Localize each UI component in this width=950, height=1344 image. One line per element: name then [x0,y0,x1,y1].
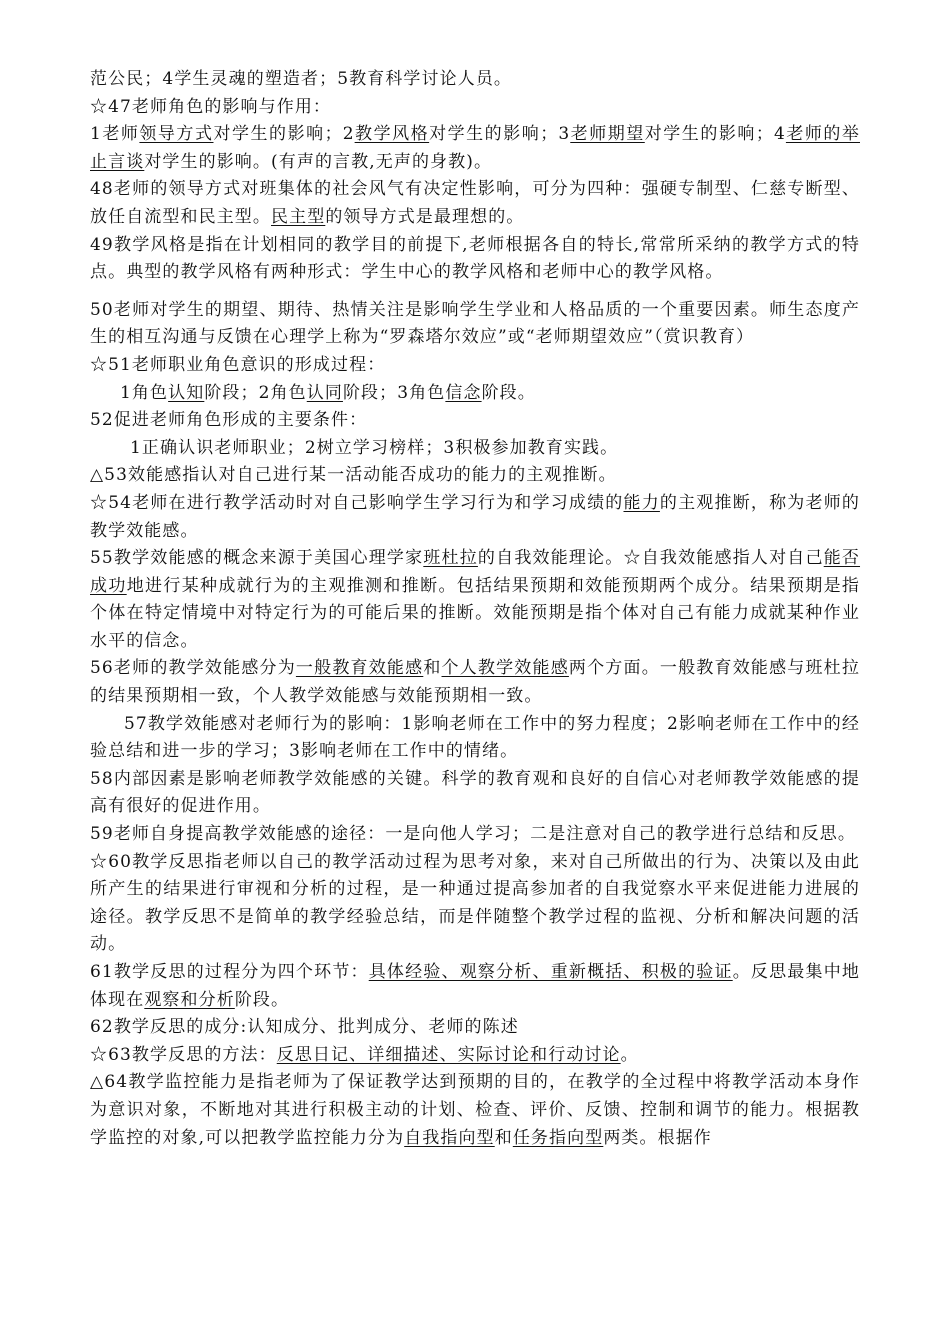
text-segment: 的自我效能理论。☆自我效能感指人对自己 [477,548,824,569]
paragraph [90,490,860,545]
text-segment: 的领导方式是最理想的。 [325,206,525,227]
text-segment: 1正确认识老师职业；2树立学习榜样；3积极参加教育实践。 [130,437,619,458]
text-segment: ☆51老师职业角色意识的形成过程： [90,354,386,375]
paragraph [90,407,860,435]
paragraph [90,711,860,766]
document-page [90,66,860,1152]
paragraph [90,94,860,122]
text-segment: 和 [494,1127,513,1148]
paragraph [90,352,860,380]
text-segment: 两类。根据作 [603,1127,712,1148]
text-segment: 阶段。 [234,989,290,1010]
text-segment: 58内部因素是影响老师教学效能感的关键。科学的教育观和良好的自信心对老师教学效能感的提高有很好的促进作用。 [90,768,860,817]
text-segment: 对学生的影响。(有声的言教,无声的身教)。 [144,151,493,172]
text-segment: 52促进老师角色形成的主要条件： [90,410,368,431]
paragraph [90,297,860,352]
text-segment: 阶段。 [481,382,536,403]
text-segment: 对学生的影响；4 [644,124,786,145]
underlined-keyword: 观察和分析 [144,989,235,1010]
text-segment: 57教学效能感对老师行为的影响：1影响老师在工作中的努力程度；2影响老师在工作中的经验总结和进一步的学习；3影响老师在工作中的情绪。 [90,713,860,762]
paragraph [90,1069,860,1152]
text-segment: 两个方面。一般教育效能感与班杜拉的结果预期相一致，个人教学效能感与效能预期相一致。 [90,658,860,707]
text-segment: 。 [620,1044,639,1065]
text-segment: ☆63教学反思的方法： [90,1044,277,1065]
paragraph [90,1042,860,1070]
text-segment: 对学生的影响；2 [213,124,355,145]
paragraph [90,1014,860,1042]
underlined-keyword: 民主型 [271,206,326,227]
text-segment: 阶段；3角色 [342,382,446,403]
text-segment: ☆60教学反思指老师以自己的教学活动过程为思考对象，来对自己所做出的行为、决策以及由此所产生的结果进行审视和分析的过程，是一种通过提高参加者的自我觉察水平来促进能力进展的途径。教学反思不是简单的教学经验总结，而是伴随整个教学过程的监视、分析和解决问题的活动。 [90,851,860,955]
underlined-keyword: 教学风格 [354,124,430,145]
underlined-keyword: 能否成功 [90,548,861,596]
text-segment: 。反思最集中地体现在 [90,962,860,1010]
text-segment: 55教学效能感的概念来源于美国心理学家 [90,548,424,569]
paragraph [90,176,860,231]
underlined-keyword: 认同 [306,382,343,403]
text-segment: 的主观推断，称为老师的教学效能感。 [90,492,860,541]
text-segment: 阶段；2角色 [204,382,307,403]
paragraph [90,545,860,655]
paragraph [90,655,860,710]
text-segment: 地进行某种成就行为的主观推测和推断。包括结果预期和效能预期两个成分。结果预期是指个体在特定情境中对特定行为的可能后果的推断。效能预期是指个体对自己有能力成就某种作业水平的信念。 [90,575,861,651]
underlined-keyword: 具体经验、观察分析、重新概括、积极的验证 [368,962,733,982]
text-segment: 50老师对学生的期望、期待、热情关注是影响学生学业和人格品质的一个重要因素。师生态度产生的相互沟通与反馈在心理学上称为“罗森塔尔效应”或“老师期望效应”（赏识教育） [90,299,860,348]
text-segment: ☆47老师角色的影响与作用： [90,96,332,117]
underlined-keyword: 班杜拉 [423,548,478,569]
text-segment: △64教学监控能力是指老师为了保证教学达到预期的目的，在教学的全过程中将教学活动本身作为意识对象，不断地对其进行积极主动的计划、检查、评价、反馈、控制和调节的能力。根据教学监控的对象,可以把教学监控能力分为 [90,1072,860,1148]
underlined-keyword: 老师期望 [570,124,645,145]
paragraph [90,121,860,176]
text-segment: 范公民；4学生灵魂的塑造者；5教育科学讨论人员。 [90,69,513,89]
underlined-keyword: 任务指向型 [512,1127,604,1148]
text-segment: 62教学反思的成分:认知成分、批判成分、老师的陈述 [90,1017,519,1038]
text-segment: 和 [423,658,442,679]
paragraph [90,380,860,408]
underlined-keyword: 一般教育效能感 [295,658,424,679]
paragraph [90,849,860,959]
underlined-keyword: 个人教学效能感 [441,658,569,679]
text-segment: △53效能感指认对自己进行某一活动能否成功的能力的主观推断。 [90,465,617,486]
text-segment: 对学生的影响；3 [429,124,571,145]
text-segment: 59老师自身提高教学效能感的途径：一是向他人学习；二是注意对自己的教学进行总结和反思。 [90,824,856,845]
text-segment: 48老师的领导方式对班集体的社会风气有决定性影响，可分为四种：强硬专制型、仁慈专断型、放任自流型和民主型。 [90,179,860,227]
paragraph [90,959,860,1014]
paragraph [90,821,860,849]
paragraph [90,462,860,490]
paragraph [90,435,860,463]
paragraph [90,232,860,287]
underlined-keyword: 反思日记、详细描述、实际讨论和行动讨论 [276,1044,621,1065]
text-segment: 61教学反思的过程分为四个环节： [90,962,369,982]
underlined-keyword: 信念 [445,382,482,403]
text-segment: 49教学风格是指在计划相同的教学目的前提下,老师根据各自的特长,常常所采纳的教学方式的特点。典型的教学风格有两种形式：学生中心的教学风格和老师中心的教学风格。 [90,234,860,283]
underlined-keyword: 领导方式 [139,124,214,145]
underlined-keyword: 能力 [623,492,660,513]
text-segment: 1角色 [120,382,169,403]
paragraph [90,66,860,94]
text-segment: 1老师 [90,124,140,145]
text-segment: 56老师的教学效能感分为 [90,658,296,679]
underlined-keyword: 自我指向型 [404,1127,495,1148]
underlined-keyword: 认知 [168,382,205,403]
text-segment: ☆54老师在进行教学活动时对自己影响学生学习行为和学习成绩的 [90,492,624,513]
underlined-keyword: 老师的举止言谈 [90,124,860,172]
paragraph [90,766,860,821]
